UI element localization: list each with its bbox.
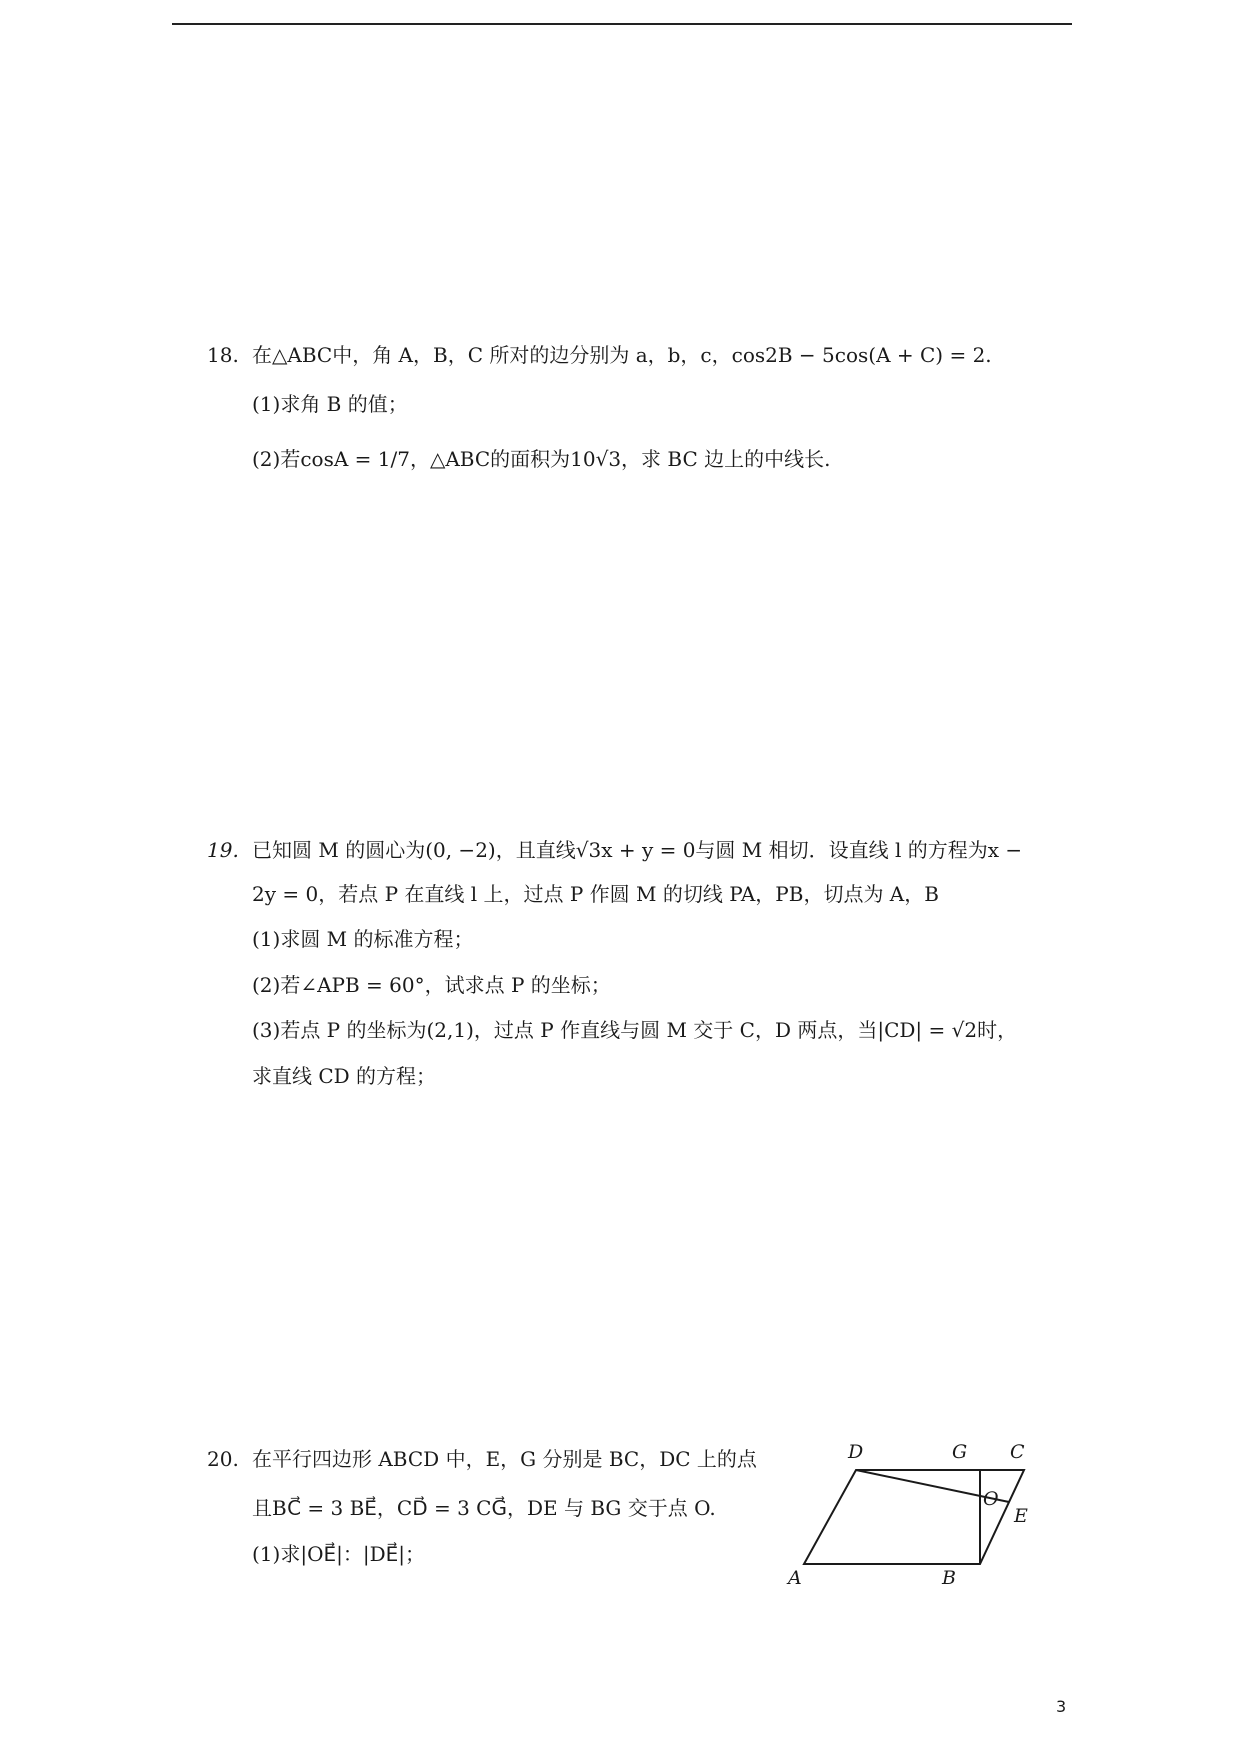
q20-stem-line1: 在平行四边形 ABCD 中，E，G 分别是 BC，DC 上的点	[252, 1447, 757, 1471]
header-rule	[172, 23, 1072, 25]
label-g: G	[952, 1441, 968, 1463]
q19-part3-line1: (3)若点 P 的坐标为(2,1)，过点 P 作直线与圆 M 交于 C，D 两点，当|CD| = √2时，	[252, 1018, 1018, 1042]
q18-number: 18.	[207, 343, 239, 367]
label-d: D	[848, 1441, 864, 1463]
q19-part3-line2: 求直线 CD 的方程；	[252, 1064, 437, 1088]
label-c: C	[1010, 1441, 1025, 1463]
q19-stem-line1: 已知圆 M 的圆心为(0, −2)，且直线√3x + y = 0与圆 M 相切．设直线 l 的方程为x −	[252, 838, 1023, 862]
q19-stem-line2: 2y = 0，若点 P 在直线 l 上，过点 P 作圆 M 的切线 PA，PB，切点为 A，B	[252, 882, 939, 906]
label-e: E	[1014, 1505, 1028, 1527]
q19-number: 19.	[207, 838, 239, 862]
q19-part1: (1)求圆 M 的标准方程；	[252, 927, 474, 951]
label-a: A	[788, 1567, 802, 1589]
q20-stem-line2: 且BC⃗ = 3 BE⃗，CD⃗ = 3 CG⃗，DE 与 BG 交于点 O.	[252, 1496, 716, 1520]
q20-number: 20.	[207, 1447, 239, 1471]
q20-part1: (1)求|OE⃗|：|DE⃗|；	[252, 1542, 425, 1566]
q18-stem: 在△ABC中，角 A，B，C 所对的边分别为 a，b，c，cos2B − 5cos(A + C) = 2.	[252, 343, 992, 367]
parallelogram-figure	[780, 1440, 1040, 1600]
q18-part1: (1)求角 B 的值；	[252, 392, 408, 416]
label-b: B	[942, 1567, 956, 1589]
page-number: 3	[1056, 1697, 1067, 1716]
q18-part2: (2)若cosA = 1/7，△ABC的面积为10√3，求 BC 边上的中线长.	[252, 447, 831, 471]
parallelogram-abcd	[804, 1470, 1024, 1564]
q19-part2: (2)若∠APB = 60°，试求点 P 的坐标；	[252, 973, 611, 997]
label-o: O	[983, 1488, 999, 1510]
